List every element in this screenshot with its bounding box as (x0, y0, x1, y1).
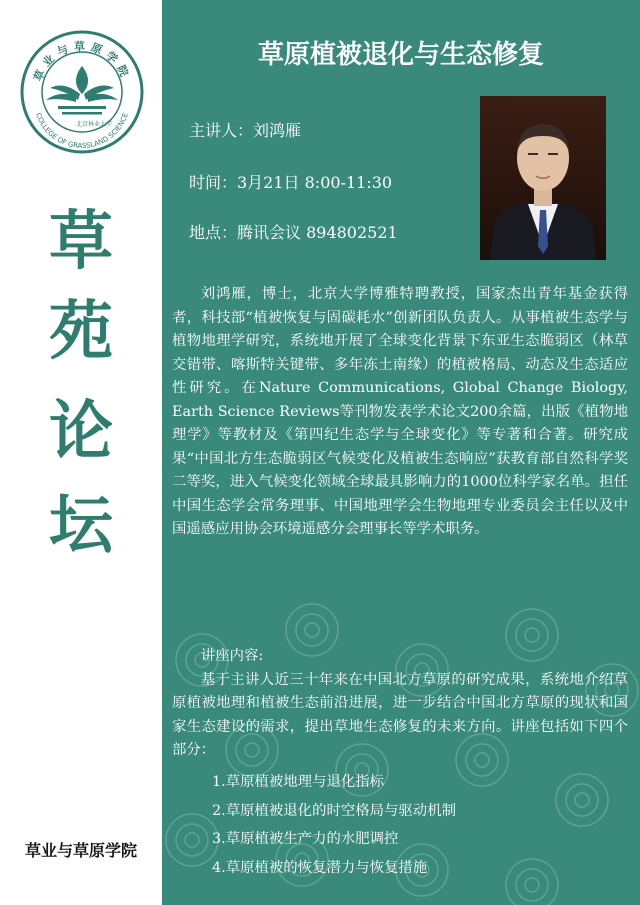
emblem-arc-cn: 草业与草原学院 (31, 40, 133, 84)
speaker-bio (172, 283, 628, 542)
outline-item-2: 2.草原植被退化的时空格局与驱动机制 (212, 802, 456, 819)
speaker-photo (480, 96, 606, 260)
lecture-intro: 基于主讲人近三十年来在中国北方草原的研究成果，系统地介绍草原植被地理和植被生态前沿进展，进一步结合中国北方草原的现状和国家生态建设的需求，提出草地生态修复的未来方向。讲座包括如下四个部分： (172, 671, 628, 758)
lecture-outline (212, 768, 456, 882)
forum-char-1: 草 (49, 204, 113, 279)
lecture-heading: 讲座内容: (200, 648, 264, 664)
forum-char-3: 论 (49, 394, 113, 469)
forum-char-4: 坛 (49, 488, 113, 563)
svg-text:COLLEGE OF GRASSLAND SCIENCE (34, 112, 130, 150)
outline-item-1: 1.草原植被地理与退化指标 (212, 774, 385, 790)
bio-paragraph: 刘鸿雁，博士，北京大学博雅特聘教授，国家杰出青年基金获得者，科技部“植被恢复与固碳耗水”创新团队负责人。从事植被生态学与植物地理学研究，系统地开展了全球变化背景下东亚生态脆弱区（林草交错带、喀斯特关键带、多年冻土南缘）的植被格局、动态及生态适应性研究。在Nature Communications, Global Change Biology, Earth Science Reviews等刊物发表学术论文200余篇，出版《植物地理学》等教材及《第四纪生态学与全球变化》等专著和合著。研究成果“中国北方生态脆弱区气候变化及植被生态响应”获教育部自然科学奖二等奖，进入气候变化领域全球最具影响力的1000位科学家名单。担任中国生态学会常务理事、中国地理学会生物地理专业委员会主任以及中国遥感应用协会环境遥感分会理事长等学术职务。 (172, 286, 628, 537)
speaker-line: 主讲人：刘鸿雁 (189, 121, 302, 140)
college-emblem-icon (20, 30, 144, 154)
emblem-small-text: 北京林业大学 (75, 121, 113, 128)
lecture-title: 草原植被退化与生态修复 (257, 40, 544, 70)
lecture-content (172, 645, 628, 763)
emblem-arc-en: COLLEGE OF GRASSLAND SCIENCE (34, 111, 130, 151)
time-line: 时间：3月21日 8:00-11:30 (189, 173, 393, 192)
outline-item-4: 4.草原植被的恢复潜力与恢复措施 (212, 859, 428, 876)
forum-char-2: 苑 (49, 294, 113, 369)
left-sidebar (0, 0, 162, 905)
college-name: 草业与草原学院 (24, 841, 137, 860)
content-panel (162, 0, 640, 905)
outline-item-3: 3.草原植被生产力的水肥调控 (212, 831, 399, 847)
place-line: 地点：腾讯会议 894802521 (189, 223, 398, 242)
